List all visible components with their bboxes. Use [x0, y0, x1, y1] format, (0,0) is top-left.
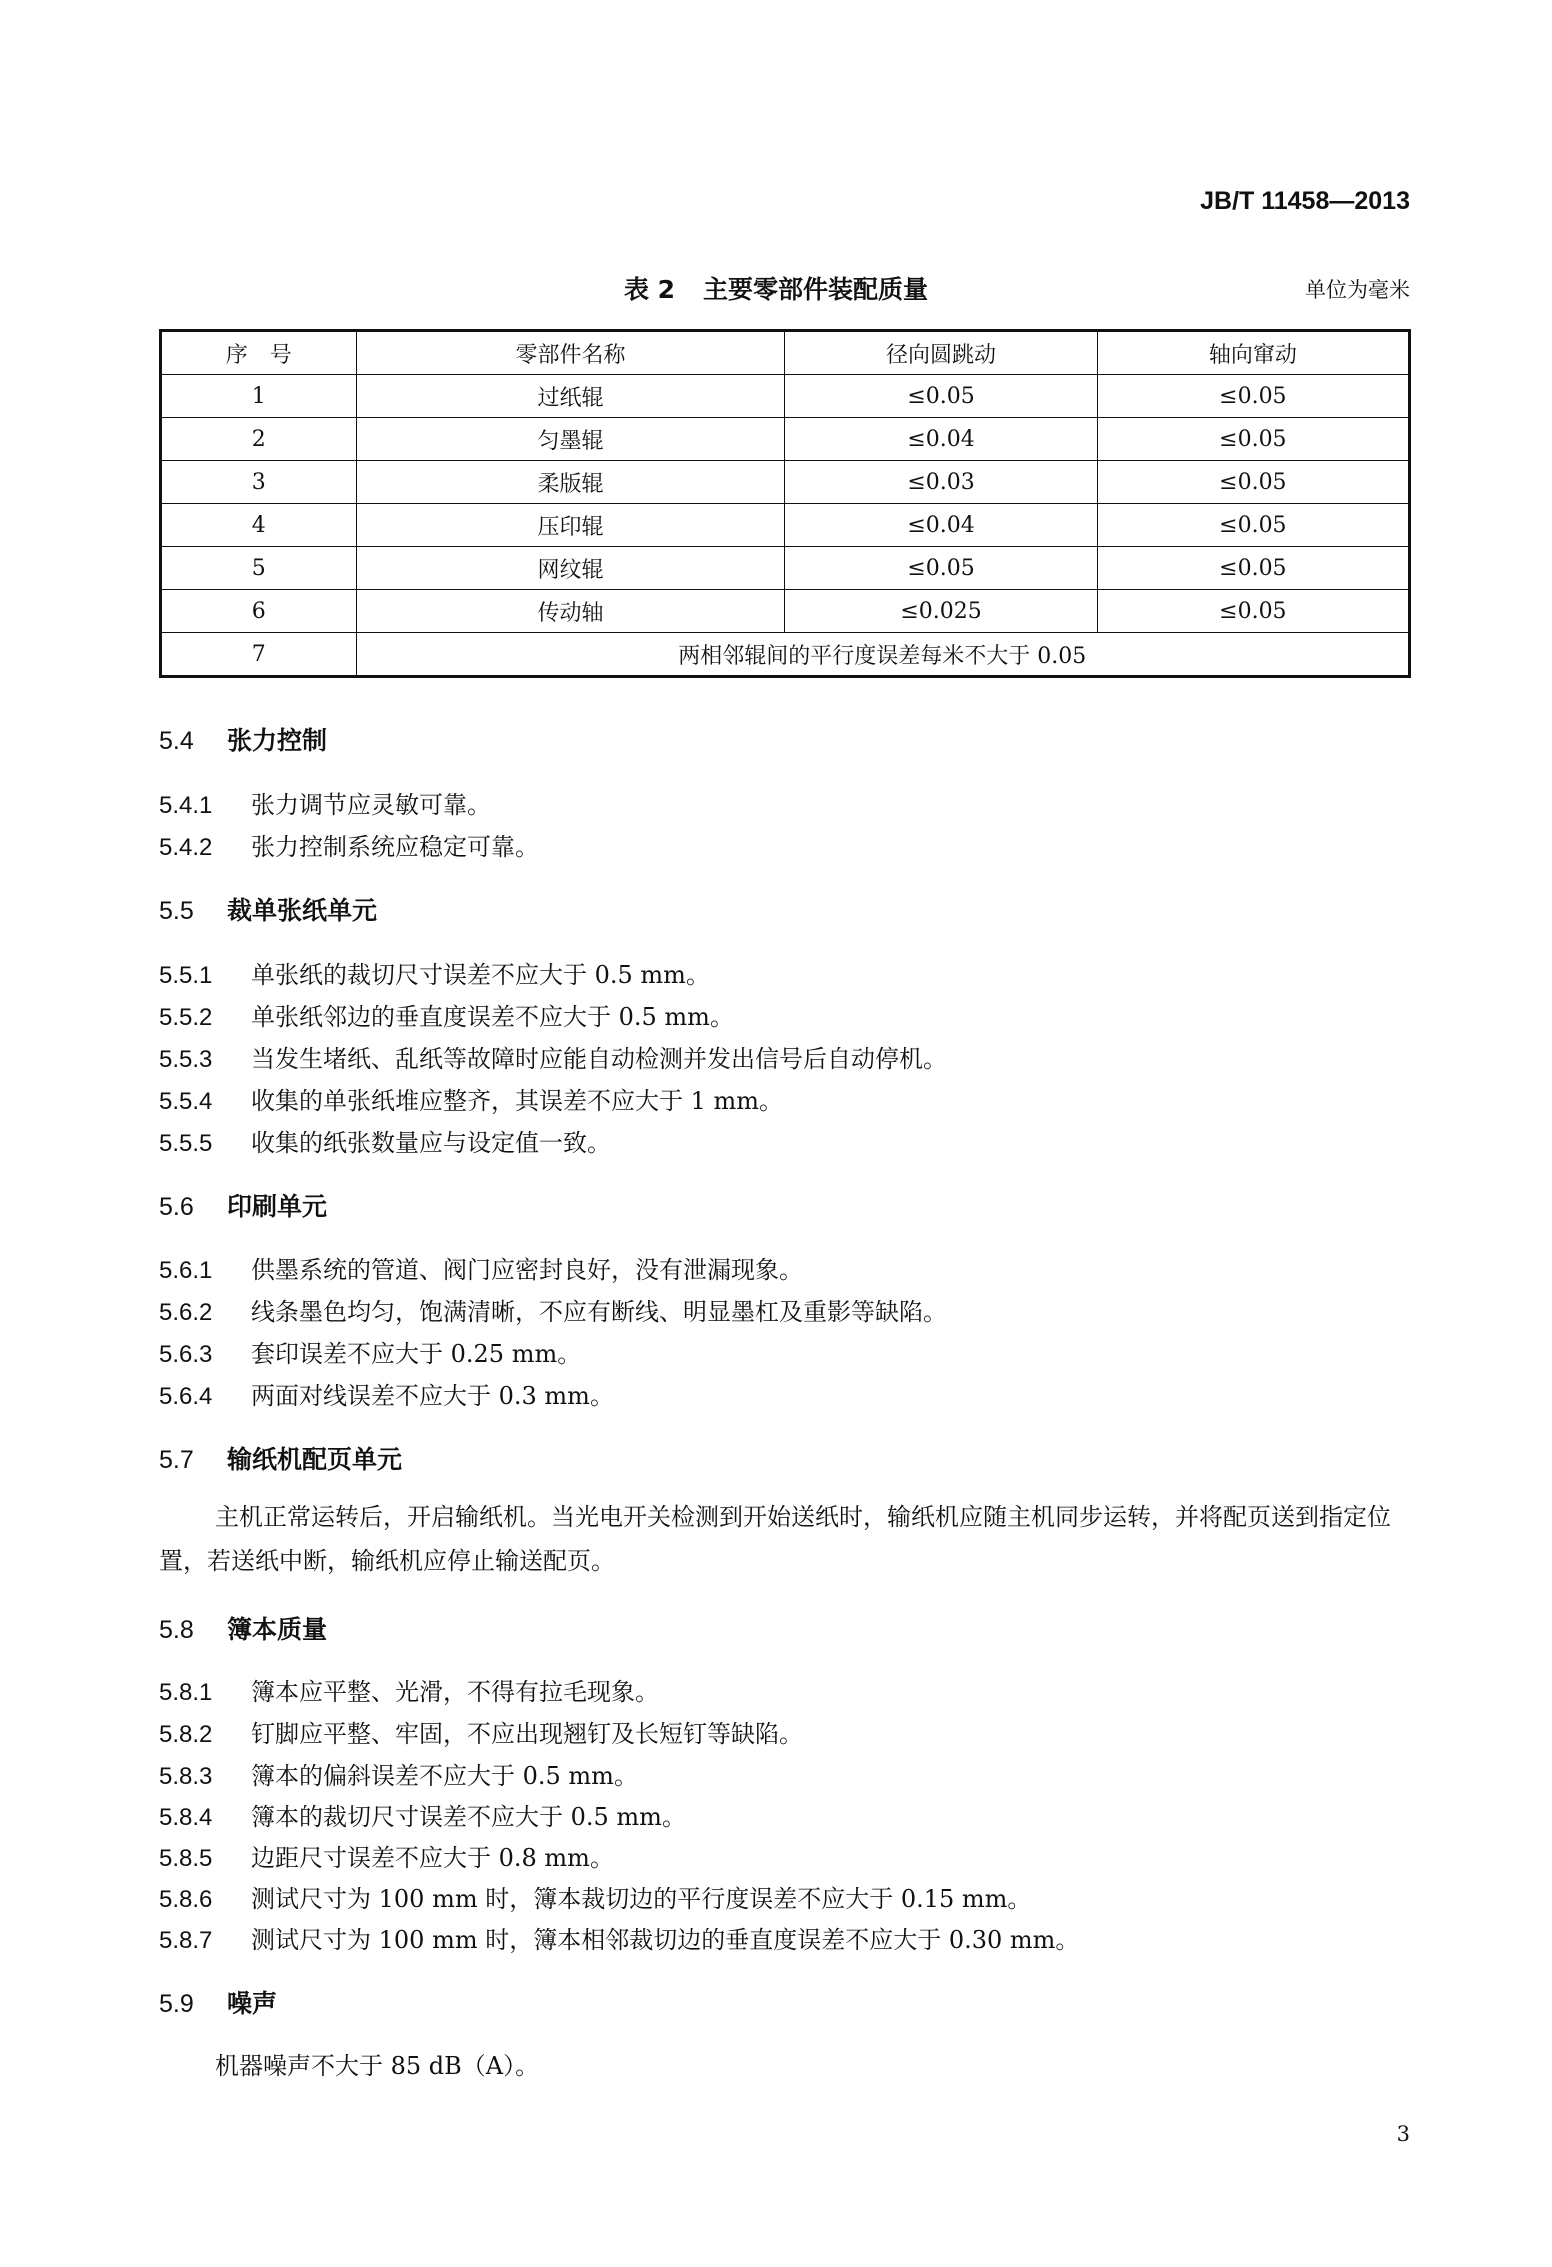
section-title: 张力控制: [227, 726, 328, 755]
paragraph-5-7: 主机正常运转后，开启输纸机。当光电开关检测到开始送纸时，输纸机应随主机同步运转，并将配页送到指定位置，若送纸中断，输纸机应停止输送配页。: [159, 1503, 1391, 1575]
cell-index: 3: [161, 461, 357, 504]
cell-axial-play: ≤0.05: [1097, 504, 1409, 547]
section-heading-5-4: [159, 721, 327, 757]
cell-axial-play: ≤0.05: [1097, 547, 1409, 590]
section-number: 5.6: [159, 1193, 194, 1221]
section-heading-5-6: [159, 1187, 327, 1223]
clause-number: 5.4.2: [159, 834, 213, 861]
clause-5-5-2: [159, 997, 734, 1032]
clause-text: 张力调节应灵敏可靠。: [251, 791, 491, 819]
table-row: [161, 461, 1410, 504]
clause-number: 5.5.3: [159, 1046, 213, 1073]
cell-part-name: 过纸辊: [356, 375, 785, 418]
cell-index: 7: [161, 633, 357, 677]
clause-number: 5.6.3: [159, 1341, 213, 1368]
clause-number: 5.4.1: [159, 792, 213, 819]
cell-axial-play: ≤0.05: [1097, 418, 1409, 461]
clause-5-4-2: [159, 827, 539, 862]
clause-text: 簿本的裁切尺寸误差不应大于 0.5 mm。: [251, 1803, 686, 1831]
table-row: [161, 418, 1410, 461]
clause-text: 供墨系统的管道、阀门应密封良好，没有泄漏现象。: [251, 1256, 803, 1284]
page-number: 3: [1396, 2122, 1410, 2146]
cell-part-name: 压印辊: [356, 504, 785, 547]
clause-number: 5.6.4: [159, 1383, 213, 1410]
cell-index: 6: [161, 590, 357, 633]
section-title: 印刷单元: [227, 1192, 328, 1221]
section-number: 5.4: [159, 727, 194, 755]
table-row: [161, 633, 1410, 677]
cell-radial-runout: ≤0.04: [785, 418, 1097, 461]
assembly-quality-table: [159, 329, 1411, 678]
cell-index: 5: [161, 547, 357, 590]
clause-5-5-4: [159, 1081, 783, 1116]
clause-5-8-7: [159, 1920, 1079, 1955]
cell-radial-runout: ≤0.03: [785, 461, 1097, 504]
table-row: [161, 547, 1410, 590]
clause-5-6-4: [159, 1376, 614, 1411]
cell-index: 1: [161, 375, 357, 418]
header-cell-part-name: 零部件名称: [356, 331, 785, 375]
clause-number: 5.8.2: [159, 1721, 213, 1748]
section-number: 5.5: [159, 897, 194, 925]
section-title: 噪声: [227, 1989, 278, 2018]
clause-text: 测试尺寸为 100 mm 时，簿本裁切边的平行度误差不应大于 0.15 mm。: [251, 1885, 1032, 1913]
cell-part-name: 柔版辊: [356, 461, 785, 504]
clause-number: 5.5.4: [159, 1088, 213, 1115]
table-caption-number: 表 2: [623, 275, 676, 304]
clause-text: 钉脚应平整、牢固，不应出现翘钉及长短钉等缺陷。: [251, 1720, 803, 1748]
clause-number: 5.8.1: [159, 1679, 213, 1706]
clause-text: 测试尺寸为 100 mm 时，簿本相邻裁切边的垂直度误差不应大于 0.30 mm。: [251, 1926, 1080, 1954]
clause-5-6-2: [159, 1292, 947, 1327]
header-cell-axial-play: 轴向窜动: [1097, 331, 1409, 375]
section-heading-5-5: [159, 891, 377, 927]
clause-5-5-5: [159, 1123, 611, 1158]
clause-number: 5.8.6: [159, 1886, 213, 1913]
cell-radial-runout: ≤0.05: [785, 375, 1097, 418]
cell-part-name: 匀墨辊: [356, 418, 785, 461]
cell-index: 4: [161, 504, 357, 547]
cell-part-name: 传动轴: [356, 590, 785, 633]
clause-5-5-3: [159, 1039, 947, 1074]
cell-radial-runout: ≤0.04: [785, 504, 1097, 547]
clause-number: 5.8.5: [159, 1845, 213, 1872]
section-heading-5-9: [159, 1984, 277, 2020]
clause-text: 张力控制系统应稳定可靠。: [251, 833, 539, 861]
cell-index: 2: [161, 418, 357, 461]
cell-radial-runout: ≤0.05: [785, 547, 1097, 590]
table-row: [161, 590, 1410, 633]
clause-number: 5.8.4: [159, 1804, 213, 1831]
cell-axial-play: ≤0.05: [1097, 590, 1409, 633]
clause-number: 5.5.5: [159, 1130, 213, 1157]
clause-text: 两面对线误差不应大于 0.3 mm。: [251, 1382, 614, 1410]
section-title: 输纸机配页单元: [227, 1445, 403, 1474]
clause-text: 套印误差不应大于 0.25 mm。: [251, 1340, 582, 1368]
clause-5-6-1: [159, 1250, 803, 1285]
table-unit-note: 单位为毫米: [1305, 278, 1410, 302]
clause-text: 当发生堵纸、乱纸等故障时应能自动检测并发出信号后自动停机。: [251, 1045, 947, 1073]
table-row: [161, 504, 1410, 547]
clause-text: 收集的单张纸堆应整齐，其误差不应大于 1 mm。: [251, 1087, 784, 1115]
clause-number: 5.5.2: [159, 1004, 213, 1031]
section-number: 5.7: [159, 1446, 194, 1474]
clause-text: 簿本应平整、光滑，不得有拉毛现象。: [251, 1678, 659, 1706]
clause-number: 5.6.2: [159, 1299, 213, 1326]
clause-text: 单张纸的裁切尺寸误差不应大于 0.5 mm。: [251, 961, 710, 989]
clause-5-8-6: [159, 1879, 1031, 1914]
clause-number: 5.8.3: [159, 1763, 213, 1790]
clause-text: 簿本的偏斜误差不应大于 0.5 mm。: [251, 1762, 638, 1790]
clause-5-6-3: [159, 1334, 581, 1369]
section-title: 簿本质量: [227, 1615, 328, 1644]
table-caption-title: 主要零部件装配质量: [703, 275, 929, 304]
section-heading-5-8: [159, 1610, 327, 1646]
cell-part-name: 网纹辊: [356, 547, 785, 590]
clause-text: 线条墨色均匀，饱满清晰，不应有断线、明显墨杠及重影等缺陷。: [251, 1298, 947, 1326]
cell-axial-play: ≤0.05: [1097, 461, 1409, 504]
clause-5-8-2: [159, 1714, 803, 1749]
clause-number: 5.5.1: [159, 962, 213, 989]
clause-5-8-3: [159, 1756, 638, 1791]
clause-number: 5.6.1: [159, 1257, 213, 1284]
cell-axial-play: ≤0.05: [1097, 375, 1409, 418]
clause-5-8-1: [159, 1672, 659, 1707]
paragraph-5-9: 机器噪声不大于 85 dB（A）。: [215, 2052, 540, 2080]
clause-5-8-4: [159, 1797, 686, 1832]
header-cell-radial-runout: 径向圆跳动: [785, 331, 1097, 375]
section-number: 5.8: [159, 1616, 194, 1644]
cell-parallelism-note: 两相邻辊间的平行度误差每米不大于 0.05: [356, 633, 1409, 677]
clause-text: 收集的纸张数量应与设定值一致。: [251, 1129, 611, 1157]
table-row: [161, 375, 1410, 418]
clause-number: 5.8.7: [159, 1927, 213, 1954]
section-title: 裁单张纸单元: [227, 896, 378, 925]
header-cell-index: 序 号: [161, 331, 357, 375]
document-code: JB/T 11458—2013: [1200, 187, 1410, 215]
cell-radial-runout: ≤0.025: [785, 590, 1097, 633]
clause-5-4-1: [159, 785, 491, 820]
clause-5-8-5: [159, 1838, 614, 1873]
clause-text: 边距尺寸误差不应大于 0.8 mm。: [251, 1844, 614, 1872]
section-number: 5.9: [159, 1990, 194, 2018]
table-header-row: [161, 331, 1410, 375]
section-heading-5-7: [159, 1440, 402, 1476]
clause-5-5-1: [159, 955, 710, 990]
clause-text: 单张纸邻边的垂直度误差不应大于 0.5 mm。: [251, 1003, 734, 1031]
